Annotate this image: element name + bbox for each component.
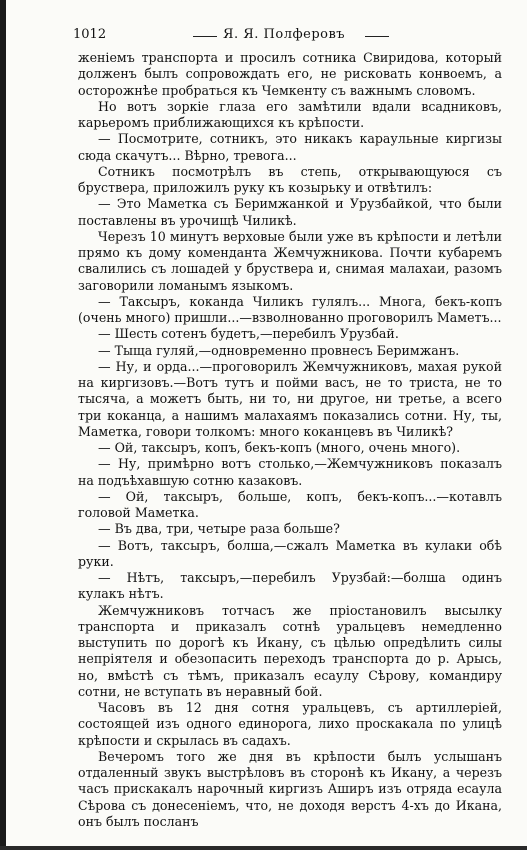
paragraph: — Ну, примѣрно вотъ столько,—Жемчужниковъ показалъ на подъѣхавшую сотню казаковъ.	[78, 456, 502, 488]
running-header	[73, 27, 503, 47]
paragraph: — Ой, таксыръ, больше, копъ, бекъ-копъ...—котавлъ головой Маметка.	[78, 488, 502, 520]
paragraph: Часовъ въ 12 дня сотня уральцевъ, съ артиллеріей, состоящей изъ одного единорога, лихо проскакала по улицѣ крѣпости и скрылась въ садахъ.	[78, 700, 502, 748]
paragraph: — Ну, и орда...—проговорилъ Жемчужниковъ, махая рукой на киргизовъ.—Вотъ тутъ и пойми васъ, не то триста, не то тысяча, а можетъ быть, ни то, ни другое, ни третье, а всего три коканца, а нашимъ малахаямъ показались сотни. Ну, ты, Маметка, говори толкомъ: много коканцевъ въ Чиликѣ?	[78, 358, 502, 439]
page-number: 1012	[73, 27, 107, 42]
paragraph: Но вотъ зоркіе глаза его замѣтили вдали всадниковъ, карьеромъ приближающихся къ крѣпости.	[78, 98, 502, 130]
paragraph: — Нѣтъ, таксыръ,—перебилъ Урузбай:—болша одинъ кулакъ нѣтъ.	[78, 570, 502, 602]
scan-edge-bottom	[0, 846, 527, 850]
paragraph: — Тыща гуляй,—одновременно провнесъ Беримжанъ.	[98, 342, 460, 358]
paragraph: — Ой, таксыръ, копъ, бекъ-копъ (много, очень много).	[98, 440, 461, 455]
body-text	[78, 50, 502, 830]
paragraph: — Посмотрите, сотникъ, это никакъ караульные киргизы сюда скачутъ... Вѣрно, тревога...	[78, 131, 502, 163]
header-dash-left	[193, 36, 217, 37]
header-dash-right	[365, 36, 389, 37]
paragraph: — Шесть сотенъ будетъ,—перебилъ Урузбай.	[98, 326, 399, 342]
paragraph: Сотникъ посмотрѣлъ въ степь, открывающуюся съ бруствера, приложилъ руку къ козырьку и отвѣтилъ:	[78, 163, 502, 195]
paragraph: — Въ два, три, четыре раза больше?	[98, 521, 340, 537]
paragraph: — Таксыръ, коканда Чиликъ гулялъ... Многа, бекъ-копъ (очень много) пришли...—взволнованно проговорилъ Маметъ...	[78, 293, 502, 325]
paragraph: — Вотъ, таксыръ, болша,—сжалъ Маметка въ кулаки обѣ руки.	[78, 537, 502, 569]
paragraph: Жемчужниковъ тотчасъ же пріостановилъ высылку транспорта и приказалъ сотнѣ уральцевъ немедленно выступить по дорогѣ къ Икану, съ цѣлью опредѣлить силы непріятеля и обезопасить переходъ транспорта до р. Арысь, но, вмѣстѣ съ тѣмъ, приказалъ есаулу Сѣрову, командиру сотни, не вступать въ неравный бой.	[78, 602, 502, 699]
paragraph: Вечеромъ того же дня въ крѣпости былъ услышанъ отдаленный звукъ выстрѣловъ въ сторонѣ къ Икану, а черезъ часъ прискакалъ нарочный киргизъ Аширъ изъ отряда есаула Сѣрова съ донесеніемъ, что, не доходя верстъ 4-хъ до Икана, онъ былъ посланъ	[78, 748, 502, 829]
paragraph: Черезъ 10 минутъ верховые были уже въ крѣпости и летѣли прямо къ дому коменданта Жемчужникова. Почти кубаремъ свалились съ лошадей у бруствера и, снимая малахаи, разомъ заговорили ломанымъ языкомъ.	[78, 228, 502, 293]
scan-edge-left	[0, 0, 6, 850]
paragraph: — Это Маметка съ Беримжанкой и Урузбайкой, что были поставлены въ урочищѣ Чиликѣ.	[78, 196, 502, 228]
paragraph: женіемъ транспорта и просилъ сотника Свиридова, который долженъ былъ сопровождать его, не рисковать конвоемъ, а осторожнѣе пробраться къ Чемкенту съ важнымъ словомъ.	[78, 50, 502, 98]
running-title: Я. Я. Полферовъ	[223, 27, 346, 42]
